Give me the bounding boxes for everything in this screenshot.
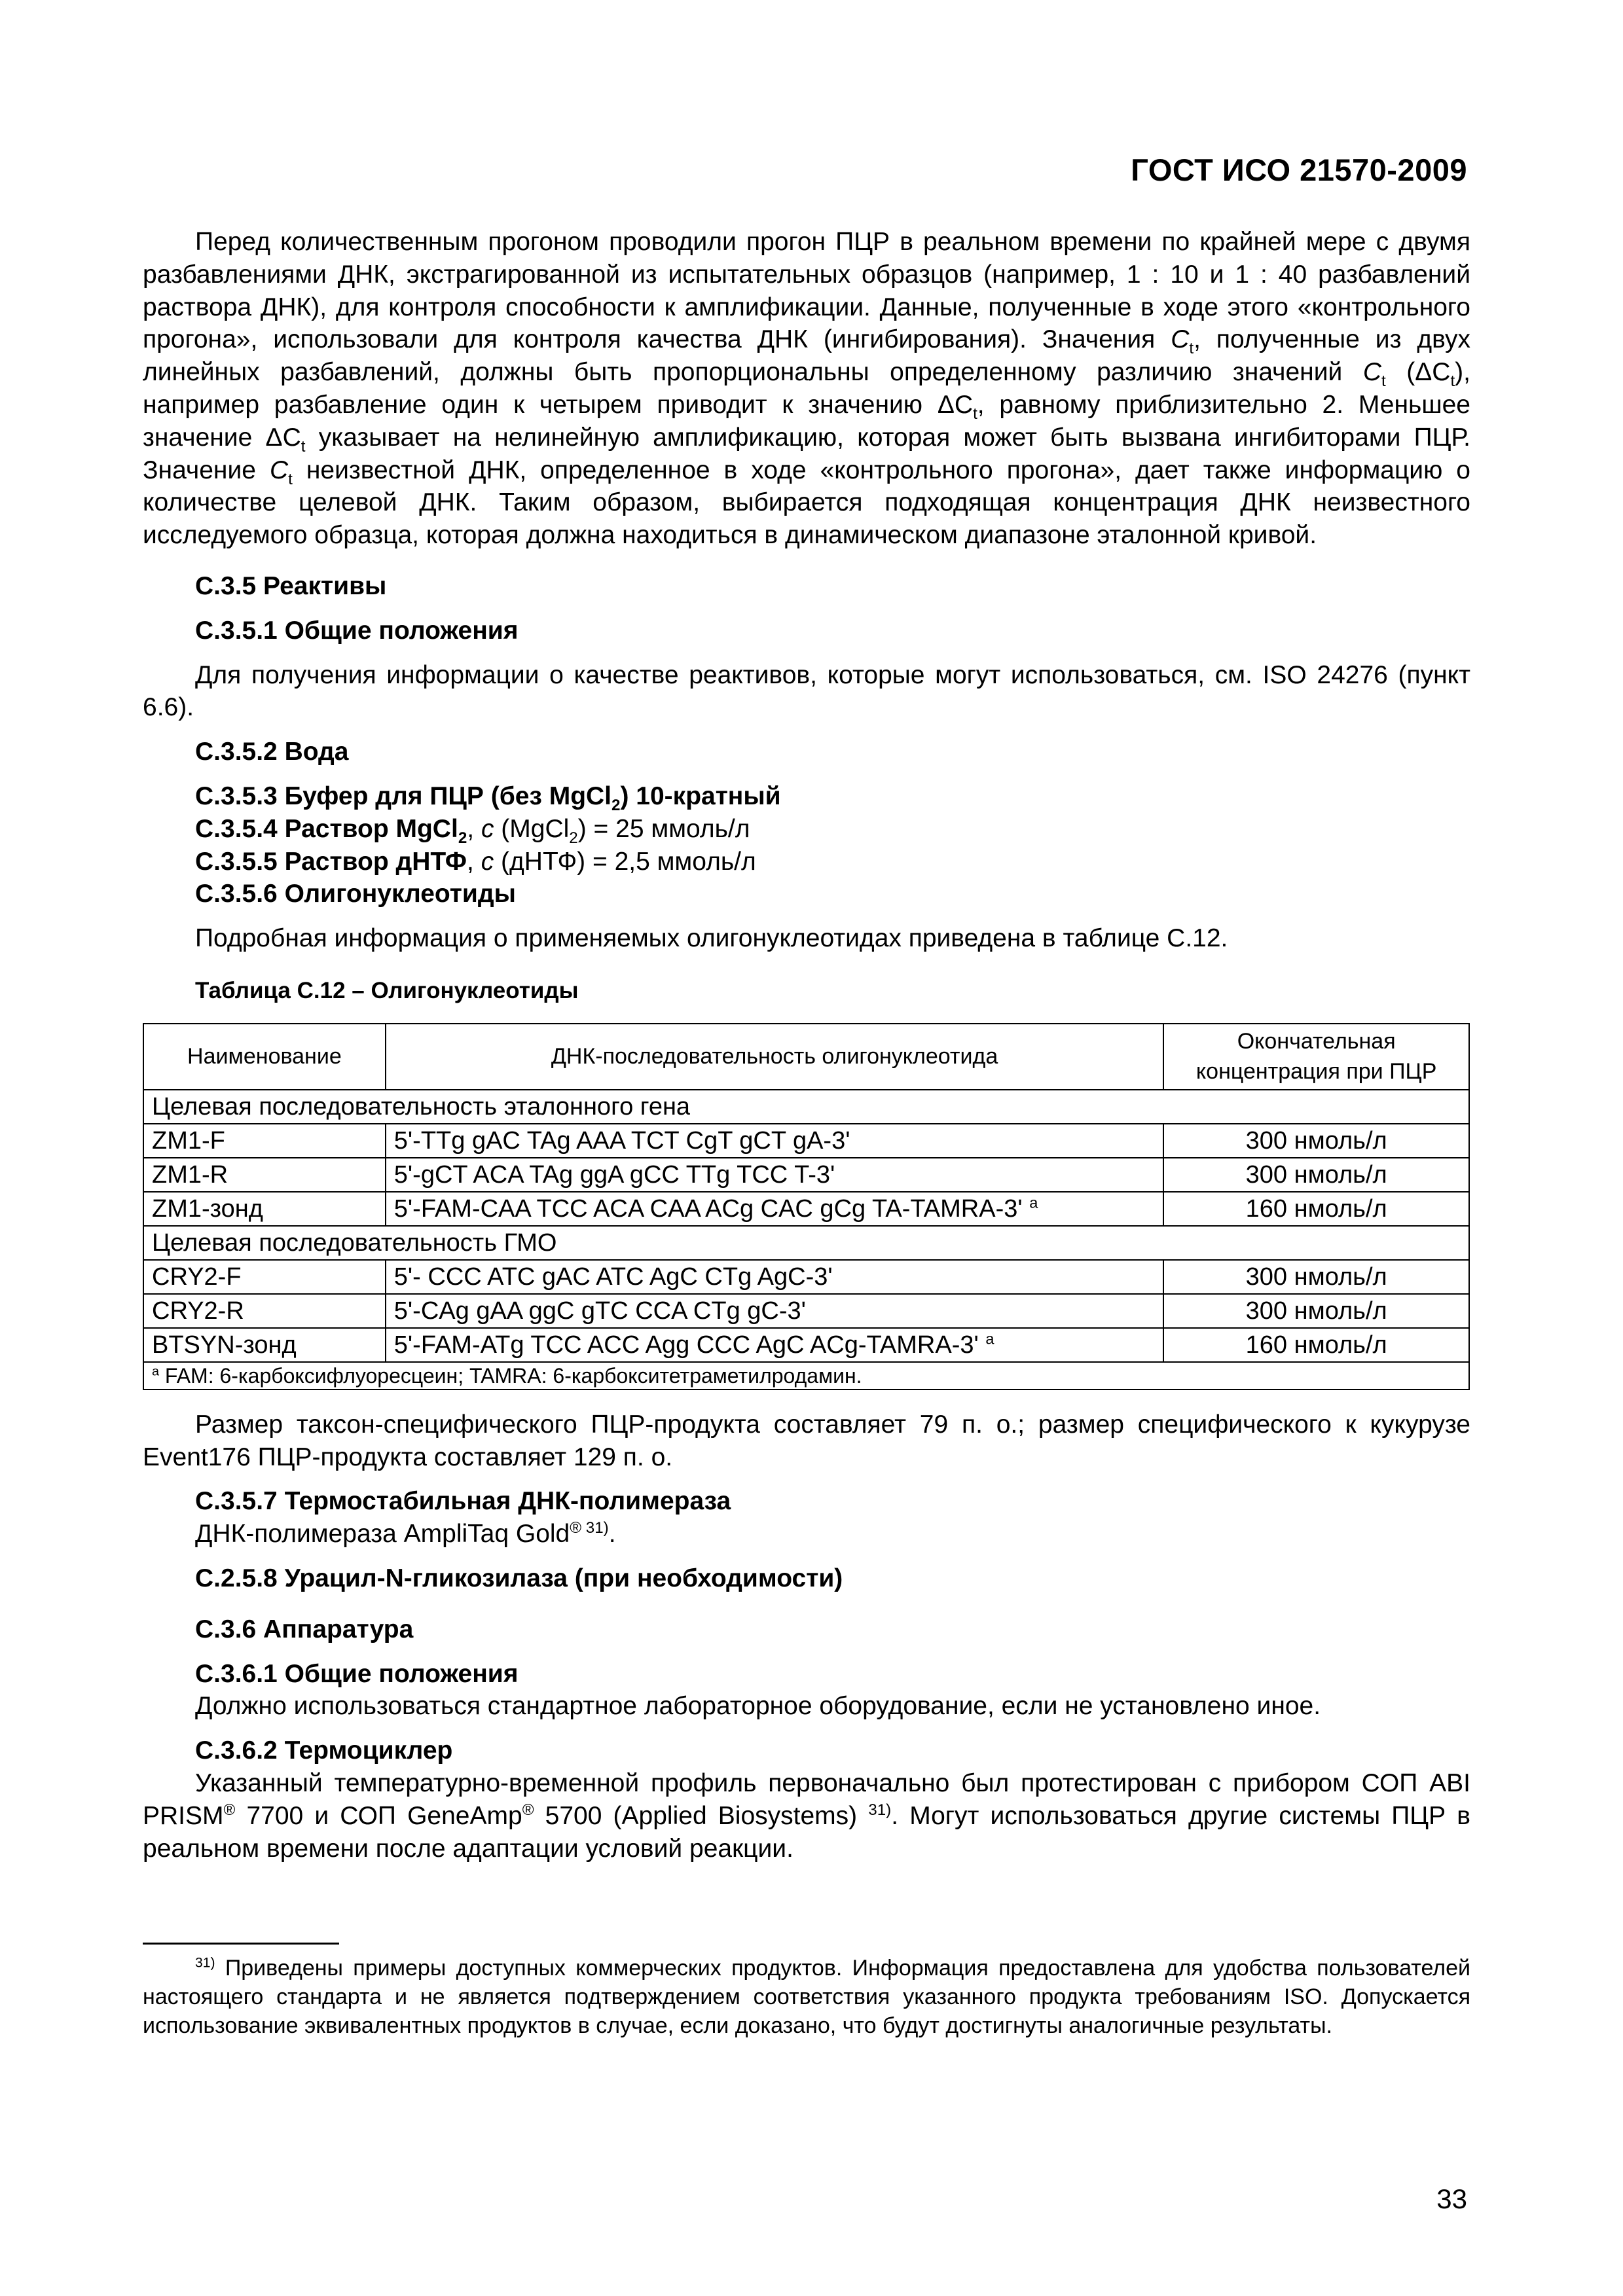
table-caption: Таблица С.12 – Олигонуклеотиды [195, 977, 579, 1003]
section-text-c-3-6-2: Указанный температурно-временной профиль первоначально был протестирован с прибором СОП ABI PRISM® 7700 и СОП GeneAmp® 5700 (Applied Biosystems) $^{31)}$. Могут использоваться другие системы ПЦР в реальном времени после адаптации условий реакции. [143, 1768, 1471, 1863]
intro-paragraph: Перед количественным прогоном проводили прогон ПЦР в реальном времени по крайней мере с двумя разбавлениями ДНК, экстрагированной из испытательных образцов (например, 1 : 10 и 1 : 40 разбавлений раствора ДНК), для контроля способности к амплификации. Данные, полученные в ходе этого «контрольного прогона», использовали для контроля качества ДНК (ингибирования). Значения $C_t$, полученные из двух линейных разбавлений, должны быть пропорциональны определенному различию значений $C_t$ $(\Delta C_t)$, например разбавление один к четырем приводит к значению $\Delta C_t$, равному приблизительно 2. Меньшее значение $\Delta C_t$ указывает на нелинейную амплификацию, которая может быть вызвана ингибиторами ПЦР. Значение $C_t$ неизвестной ДНК, определенное в ходе «контрольного прогона», дает также информацию о количестве целевой ДНК. Таким образом, выбирается подходящая концентрация ДНК неизвестного исследуемого образца, которая должна находиться в динамическом диапазоне эталонной кривой. [143, 228, 1471, 550]
section-heading-c-3-5-2: С.3.5.2 Вода [195, 738, 349, 766]
header-concentration: Окончательная концентрация при ПЦР [1163, 1024, 1469, 1090]
header-name: Наименование [143, 1024, 386, 1090]
section-text-c-3-5-1: Для получения информации о качестве реактивов, которые могут использоваться, см. ISO 24276 (пункт 6.6). [143, 660, 1470, 722]
footnote-31: $^{31)}$ Приведены примеры доступных коммерческих продуктов. Информация предоставлена для удобства пользователей настоящего стандарта и не является подтверждением соответствия указанного продукта требованиям ISO. Допускается использование эквивалентных продуктов в случае, если доказано, что будут достигнуты аналогичные результаты. [143, 1955, 1470, 2038]
section-heading-c-3-5: С.3.5 Реактивы [195, 571, 387, 600]
document-code: ГОСТ ИСО 21570-2009 [1131, 152, 1467, 187]
footnote-divider [143, 1943, 339, 1945]
section-heading-c-3-5-5: С.3.5.5 Раствор дНТФ, c (дНТФ) = 2,5 ммоль/л [195, 847, 756, 876]
section-heading-c-3-6-2: С.3.6.2 Термоциклер [195, 1736, 453, 1765]
table-header-row [143, 1024, 1469, 1090]
product-size-paragraph: Размер таксон-специфического ПЦР-продукта составляет 79 п. о.; размер специфического к кукурузе Event176 ПЦР-продукта составляет 129 п. о. [143, 1410, 1470, 1471]
section-text-c-3-5-7: ДНК-полимераза AmpliTaq Gold$^{® 31)}$. [195, 1519, 616, 1549]
section-heading-c-3-5-4: С.3.5.4 Раствор MgCl$_2$, c (MgCl$_2$) = 25 ммоль/л [195, 814, 750, 847]
table-row: ZM1-F 5'-TTg gAC TAg AAA TCT CgT gCT gA-3' 300 нмоль/л [143, 1124, 1469, 1158]
table-row: ZM1-зонд 5'-FAM-CAA TCC ACA CAA ACg CAC gCg TA-TAMRA-3' $^a$ 160 нмоль/л [143, 1192, 1469, 1226]
section-heading-c-3-5-7: С.3.5.7 Термостабильная ДНК-полимераза [195, 1487, 731, 1516]
section-text-c-3-5-6: Подробная информация о применяемых олигонуклеотидах приведена в таблице С.12. [195, 924, 1228, 953]
oligonucleotides-table [143, 1023, 1470, 1390]
section-heading-c-3-5-3: С.3.5.3 Буфер для ПЦР (без MgCl$_2$) 10-кратный [195, 781, 781, 814]
table-row: ZM1-R 5'-gCT ACA TAg ggA gCC TTg TCC T-3' 300 нмоль/л [143, 1158, 1469, 1192]
section-heading-c-2-5-8: С.2.5.8 Урацил-N-гликозилаза (при необходимости) [195, 1564, 843, 1592]
section-heading-c-3-6: С.3.6 Аппаратура [195, 1615, 414, 1643]
header-sequence: ДНК-последовательность олигонуклеотида [386, 1024, 1164, 1090]
table-note-row: $^a$ FAM: 6-карбоксифлуоресцеин; TAMRA: 6-карбокситетраметилродамин. [143, 1362, 1469, 1390]
section-heading-c-3-5-1: С.3.5.1 Общие положения [195, 616, 519, 645]
table-row: CRY2-F 5'- CCC ATC gAC ATC AgC CTg AgC-3' 300 нмоль/л [143, 1260, 1469, 1294]
section-heading-c-3-6-1: С.3.6.1 Общие положения [195, 1659, 519, 1688]
table-group-row: Целевая последовательность эталонного гена [143, 1090, 1469, 1124]
section-text-c-3-6-1: Должно использоваться стандартное лабораторное оборудование, если не установлено иное. [195, 1692, 1321, 1721]
page-number: 33 [1436, 2183, 1467, 2214]
table-group-row: Целевая последовательность ГМО [143, 1226, 1469, 1260]
section-heading-c-3-5-6: С.3.5.6 Олигонуклеотиды [195, 880, 516, 908]
table-row: CRY2-R 5'-CAg gAA ggC gTC CCA CTg gC-3' 300 нмоль/л [143, 1294, 1469, 1328]
table-row: BTSYN-зонд 5'-FAM-ATg TCC ACC Agg CCC AgC ACg-TAMRA-3' $^a$ 160 нмоль/л [143, 1328, 1469, 1362]
page-content [143, 226, 1470, 1865]
